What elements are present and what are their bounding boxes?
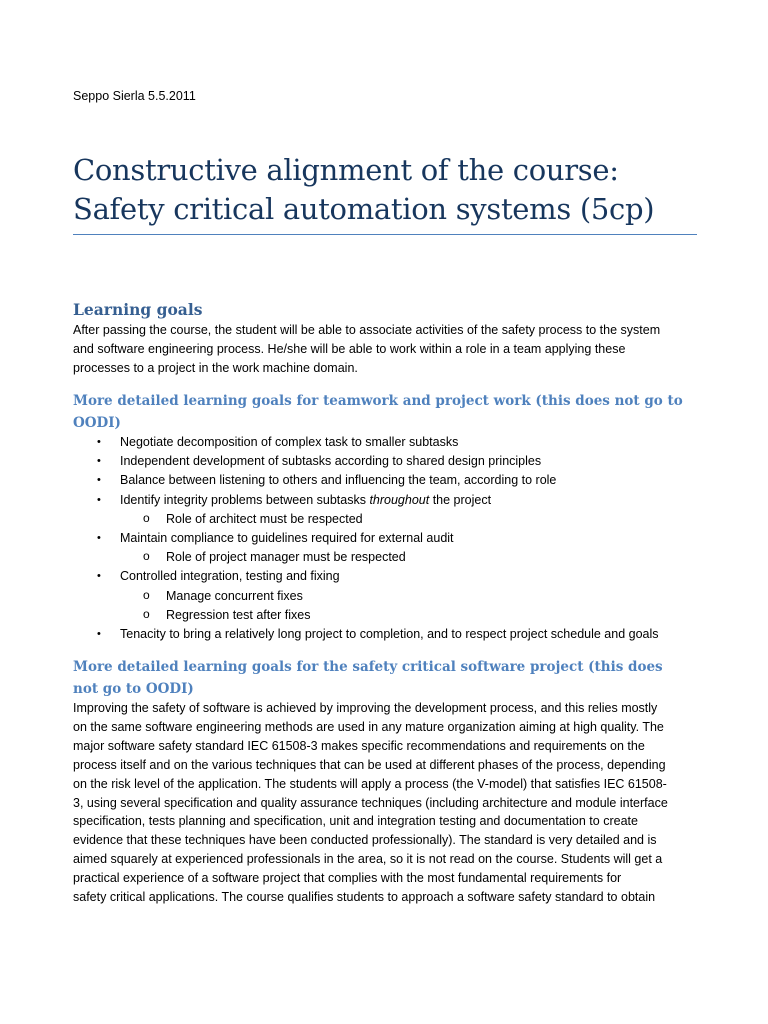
paragraph-line: evidence that these techniques have been conducted professionally). The standard is very detailed and is [73, 833, 657, 848]
list-item-text: Maintain compliance to guidelines required for external audit [120, 530, 454, 545]
paragraph-line: process itself and on the various techniques that can be used at different phases of the process, depending [73, 757, 666, 772]
bullet-marker: • [97, 627, 101, 640]
list-item-text: Tenacity to bring a relatively long project to completion, and to respect project schedule and goals [120, 626, 659, 641]
list-item-text: Manage concurrent fixes [166, 588, 303, 603]
paragraph-line: specification, tests planning and specification, unit and integration testing and documentation to create [73, 814, 638, 829]
bullet-marker: • [97, 493, 101, 506]
heading-line: OODI) [73, 415, 121, 431]
learning-goals-heading: Learning goals [73, 300, 203, 319]
list-item-text: Negotiate decomposition of complex task to smaller subtasks [120, 435, 459, 449]
bullet-marker: • [97, 474, 101, 487]
list-item [0, 433, 768, 452]
paragraph-line: aimed squarely at experienced professionals in the area, so it is not read on the course. Students will get a [73, 852, 663, 867]
paragraph-line: safety critical applications. The course qualifies students to approach a software safety standard to obtain [73, 890, 656, 905]
list-item [0, 452, 768, 471]
document-title [73, 151, 713, 229]
paragraph-line: After passing the course, the student will be able to associate activities of the safety process to the system [73, 323, 661, 337]
bullet-marker: • [97, 570, 101, 583]
list-item-text: Regression test after fixes [166, 607, 311, 622]
paragraph-line: on the risk level of the application. The students will apply a process (the V-model) that satisfies IEC 61508- [73, 776, 667, 791]
list-item-text: Role of project manager must be respected [166, 550, 406, 565]
emphasized-text: throughout [369, 492, 430, 507]
safety-project-paragraph [73, 699, 668, 907]
list-item-text: Independent development of subtasks according to shared design principles [120, 454, 542, 469]
list-item [0, 491, 768, 510]
safety-project-goals-heading [73, 656, 713, 700]
bullet-marker: • [97, 455, 101, 468]
paragraph-line: 3, using several specification and quality assurance techniques (including architecture and module interface [73, 795, 668, 810]
teamwork-goals-heading [73, 390, 713, 434]
sub-list-item [0, 510, 768, 529]
bullet-marker: • [97, 531, 101, 544]
heading-line: More detailed learning goals for teamwork and project work (this does not go to [73, 393, 683, 409]
list-item-text: Balance between listening to others and influencing the team, according to role [120, 473, 557, 488]
sub-bullet-marker: o [143, 510, 150, 525]
teamwork-goals-list [0, 433, 768, 644]
paragraph-line: and software engineering process. He/she will be able to work within a role in a team applying these [73, 341, 626, 356]
sub-list-item [0, 548, 768, 567]
title-line-1: Constructive alignment of the course: [73, 153, 619, 187]
heading-line: More detailed learning goals for the safety critical software project (this does [73, 659, 663, 675]
paragraph-line: practical experience of a software project that complies with the most fundamental requirements for [73, 871, 622, 886]
list-item [0, 567, 768, 586]
bullet-marker: • [97, 436, 101, 448]
sub-bullet-marker: o [143, 587, 150, 602]
paragraph-line: major software safety standard IEC 61508-3 makes specific recommendations and requirements on the [73, 738, 645, 753]
sub-bullet-marker: o [143, 549, 150, 564]
list-item [0, 529, 768, 548]
list-item-text: Role of architect must be respected [166, 511, 363, 526]
text-segment: the project [429, 492, 492, 507]
title-line-2: Safety critical automation systems (5cp) [73, 192, 655, 226]
sub-list-item [0, 606, 768, 625]
paragraph-line: processes to a project in the work machine domain. [73, 360, 358, 375]
text-segment: Identify integrity problems between subtasks [120, 492, 370, 507]
heading-line: not go to OODI) [73, 681, 194, 697]
paragraph-line: Improving the safety of software is achieved by improving the development process, and this relies mostly [73, 701, 658, 715]
sub-list-item [0, 587, 768, 606]
learning-goals-paragraph [73, 321, 660, 378]
list-item [0, 471, 768, 490]
sub-bullet-marker: o [143, 606, 150, 621]
author-date-line: Seppo Sierla 5.5.2011 [73, 89, 196, 103]
list-item-text: Controlled integration, testing and fixing [120, 569, 340, 584]
list-item [0, 625, 768, 644]
list-item-text [120, 491, 491, 510]
title-underline-divider [73, 234, 697, 235]
paragraph-line: on the same software engineering methods are used in any mature organization aiming at high quality. The [73, 719, 664, 734]
